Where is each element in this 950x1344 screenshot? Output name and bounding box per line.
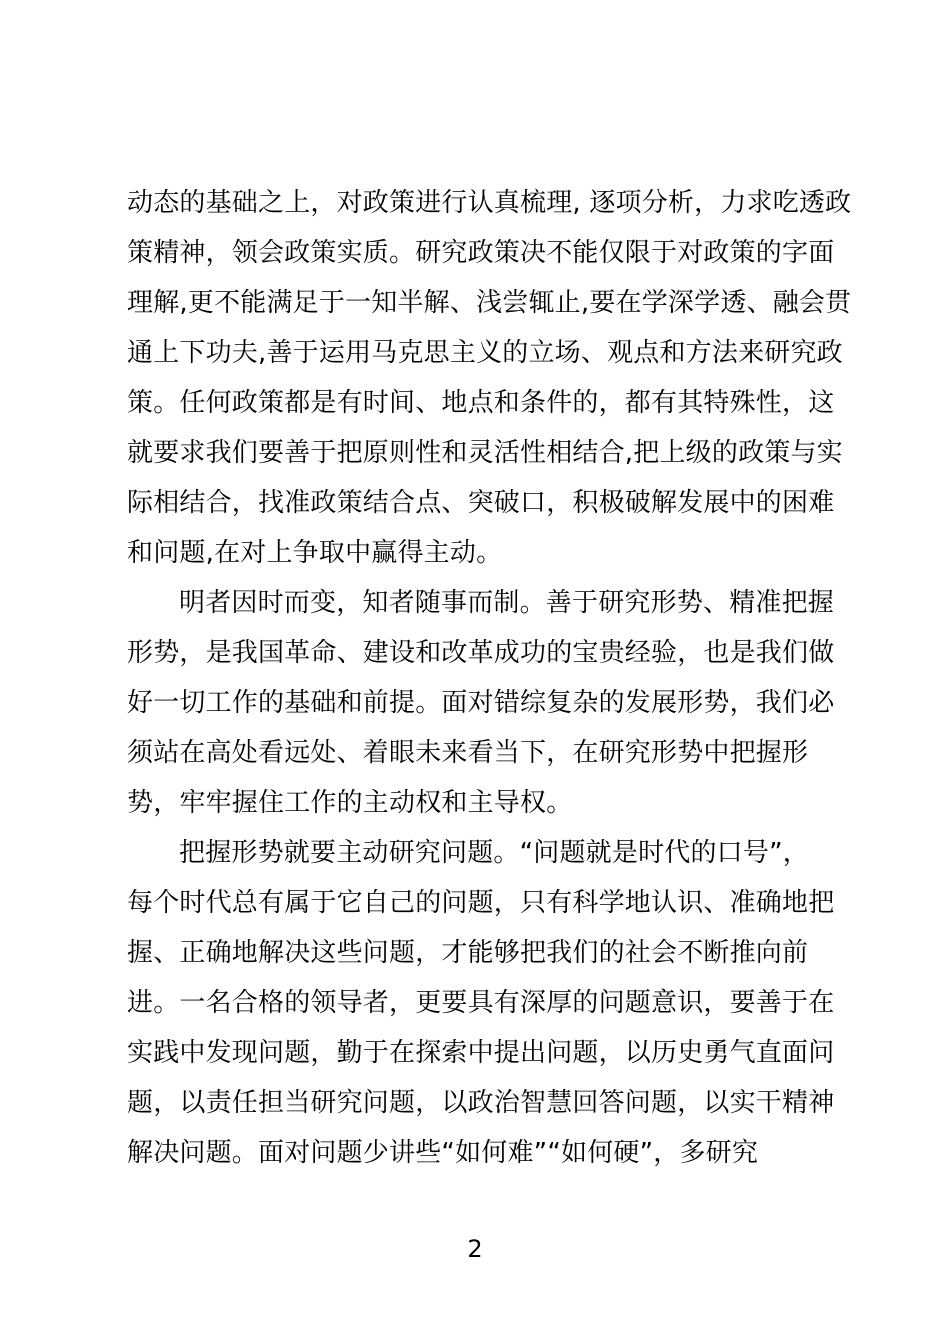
- text-line: 进。一名合格的领导者，更要具有深厚的问题意识，要善于在: [127, 988, 835, 1018]
- text-line: 策精神，领会政策实质。研究政策决不能仅限于对政策的字面: [127, 238, 835, 268]
- text-line: 形势，是我国革命、建设和改革成功的宝贵经验，也是我们做: [127, 638, 835, 668]
- page-number: 2: [467, 1235, 483, 1263]
- text-line: 每个时代总有属于它自己的问题，只有科学地认识、准确地把: [127, 888, 835, 918]
- text-line: 明者因时而变，知者随事而制。善于研究形势、精准把握: [179, 588, 835, 618]
- text-line: 通上下功夫,善于运用马克思主义的立场、观点和方法来研究政: [127, 338, 843, 368]
- text-line: 就要求我们要善于把原则性和灵活性相结合,把上级的政策与实: [127, 438, 843, 468]
- text-line: 实践中发现问题，勤于在探索中提出问题，以历史勇气直面问: [127, 1038, 835, 1068]
- paragraph-3: [127, 828, 847, 1178]
- text-line: 须站在高处看远处、着眼未来看当下，在研究形势中把握形: [127, 738, 809, 768]
- text-line: 势，牢牢握住工作的主动权和主导权。: [127, 788, 573, 818]
- text-line: 把握形势就要主动研究问题。“问题就是时代的口号”，: [179, 838, 809, 868]
- text-line: 理解,更不能满足于一知半解、浅尝辄止,要在学深学透、融会贯: [127, 288, 852, 318]
- text-line: 好一切工作的基础和前提。面对错综复杂的发展形势，我们必: [127, 688, 835, 718]
- body-text: [127, 178, 852, 1178]
- text-line: 题，以责任担当研究问题，以政治智慧回答问题，以实干精神: [127, 1088, 835, 1118]
- text-line: 际相结合，找准政策结合点、突破口，积极破解发展中的困难: [127, 488, 835, 518]
- text-line: 解决问题。面对问题少讲些“如何难”“如何硬”，多研究: [127, 1138, 759, 1168]
- text-line: 和问题,在对上争取中赢得主动。: [127, 538, 503, 568]
- text-line: 策。任何政策都是有时间、地点和条件的，都有其特殊性，这: [127, 388, 835, 418]
- paragraph-1: [127, 178, 852, 578]
- text-line: 握、正确地解决这些问题，才能够把我们的社会不断推向前: [127, 938, 809, 968]
- text-line: 动态的基础之上，对政策进行认真梳理, 逐项分析，力求吃透政: [127, 188, 852, 218]
- paragraph-2: [127, 578, 847, 828]
